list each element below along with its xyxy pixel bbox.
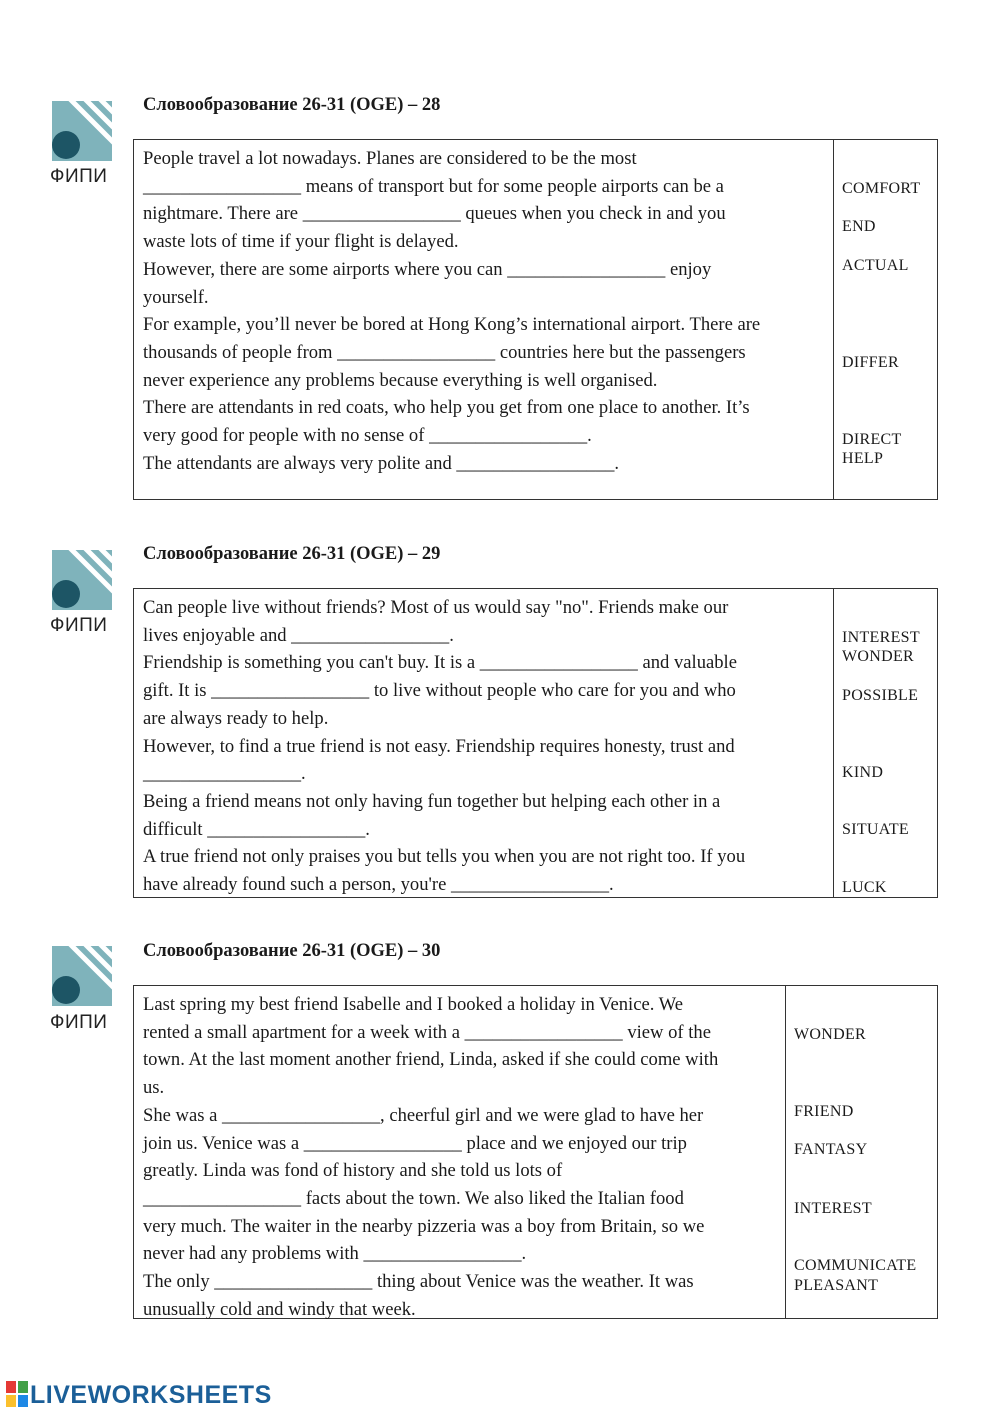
keyword: COMMUNICATE — [794, 1257, 917, 1274]
text-line[interactable]: very good for people with no sense of _________________. — [143, 425, 592, 447]
text-line[interactable]: She was a _________________, cheerful girl and we were glad to have her — [143, 1104, 704, 1126]
keyword: DIFFER — [842, 354, 899, 371]
text-line: A true friend not only praises you but tells you when you are not right too. If you — [143, 846, 746, 868]
keyword: WONDER — [842, 648, 915, 665]
exercise-box — [133, 139, 938, 500]
keyword: FRIEND — [794, 1103, 854, 1120]
text-line: However, to find a true friend is not easy. Friendship requires honesty, trust and — [143, 735, 735, 757]
text-line[interactable]: _________________ means of transport but for some people airports can be a — [143, 175, 724, 197]
text-line[interactable]: thousands of people from _________________ countries here but the passengers — [143, 341, 746, 363]
text-line: greatly. Linda was fond of history and she told us lots of — [143, 1160, 563, 1182]
keyword: END — [842, 218, 876, 235]
text-line: are always ready to help. — [143, 707, 329, 729]
exercise-box — [133, 588, 938, 898]
keyword: COMFORT — [842, 180, 921, 197]
keyword: FANTASY — [794, 1141, 868, 1158]
text-line[interactable]: rented a small apartment for a week with a _________________ view of the — [143, 1021, 711, 1043]
exercise-text — [143, 991, 718, 1323]
text-line[interactable]: never had any problems with _________________. — [143, 1243, 527, 1265]
text-line: People travel a lot nowadays. Planes are considered to be the most — [143, 148, 637, 169]
keyword: INTEREST — [794, 1200, 872, 1217]
keyword: PLEASANT — [794, 1277, 879, 1294]
keyword: KIND — [842, 764, 884, 781]
exercise-title: Словообразование 26-31 (OGE) – 28 — [143, 95, 441, 115]
liveworksheets-footer[interactable] — [6, 1381, 272, 1414]
text-line[interactable]: Friendship is something you can't buy. It is a _________________ and valuable — [143, 652, 737, 674]
text-line: Being a friend means not only having fun together but helping each other in a — [143, 790, 721, 812]
keyword: INTEREST — [842, 629, 920, 646]
fipi-logo-text: ФИПИ — [50, 615, 108, 636]
column-divider — [785, 986, 786, 1318]
text-line[interactable]: have already found such a person, you're _________________. — [143, 874, 614, 896]
text-line: Last spring my best friend Isabelle and I booked a holiday in Venice. We — [143, 994, 683, 1015]
text-line: never experience any problems because everything is well organised. — [143, 369, 658, 391]
text-line[interactable]: difficult _________________. — [143, 818, 370, 840]
text-line[interactable]: The attendants are always very polite and _________________. — [143, 452, 620, 474]
exercise-text — [143, 594, 745, 899]
keyword: DIRECT — [842, 431, 902, 448]
footer-brand-text: LIVEWORKSHEETS — [30, 1381, 272, 1409]
text-line: Can people live without friends? Most of us would say "no". Friends make our — [143, 597, 729, 618]
keyword: SITUATE — [842, 821, 909, 838]
text-line[interactable]: gift. It is _________________ to live without people who care for you and who — [143, 680, 736, 702]
text-line: For example, you’ll never be bored at Hong Kong’s international airport. There are — [143, 314, 761, 336]
text-line[interactable]: _________________ facts about the town. We also liked the Italian food — [143, 1187, 684, 1209]
keyword: POSSIBLE — [842, 687, 919, 704]
text-line: town. At the last moment another friend, Linda, asked if she could come with — [143, 1049, 719, 1071]
text-line: waste lots of time if your flight is delayed. — [143, 231, 459, 253]
text-line: yourself. — [143, 286, 209, 308]
exercise-text — [143, 145, 760, 477]
keyword: HELP — [842, 450, 884, 467]
exercise-title: Словообразование 26-31 (OGE) – 30 — [143, 941, 441, 961]
text-line[interactable]: nightmare. There are _________________ queues when you check in and you — [143, 203, 726, 225]
column-divider — [833, 589, 834, 897]
text-line[interactable]: The only _________________ thing about Venice was the weather. It was — [143, 1271, 694, 1293]
fipi-logo-text: ФИПИ — [50, 1012, 108, 1033]
keyword: ACTUAL — [842, 257, 909, 274]
text-line[interactable]: lives enjoyable and _________________. — [143, 624, 454, 646]
fipi-logo-icon — [52, 101, 112, 161]
exercise-title: Словообразование 26-31 (OGE) – 29 — [143, 544, 441, 564]
fipi-logo-text: ФИПИ — [50, 166, 108, 187]
exercise-box — [133, 985, 938, 1319]
column-divider — [833, 140, 834, 499]
text-line: unusually cold and windy that week. — [143, 1298, 416, 1320]
text-line: very much. The waiter in the nearby pizzeria was a boy from Britain, so we — [143, 1215, 705, 1237]
text-line[interactable]: join us. Venice was a _________________ place and we enjoyed our trip — [143, 1132, 687, 1154]
keyword: WONDER — [794, 1026, 867, 1043]
text-line: us. — [143, 1077, 165, 1099]
liveworksheets-logo-icon — [6, 1381, 28, 1414]
text-line[interactable]: However, there are some airports where you can _________________ enjoy — [143, 258, 712, 280]
fipi-logo-icon — [52, 946, 112, 1006]
text-line: There are attendants in red coats, who help you get from one place to another. It’s — [143, 397, 750, 419]
text-line[interactable]: _________________. — [143, 763, 306, 785]
keyword: LUCK — [842, 879, 887, 896]
fipi-logo-icon — [52, 550, 112, 610]
